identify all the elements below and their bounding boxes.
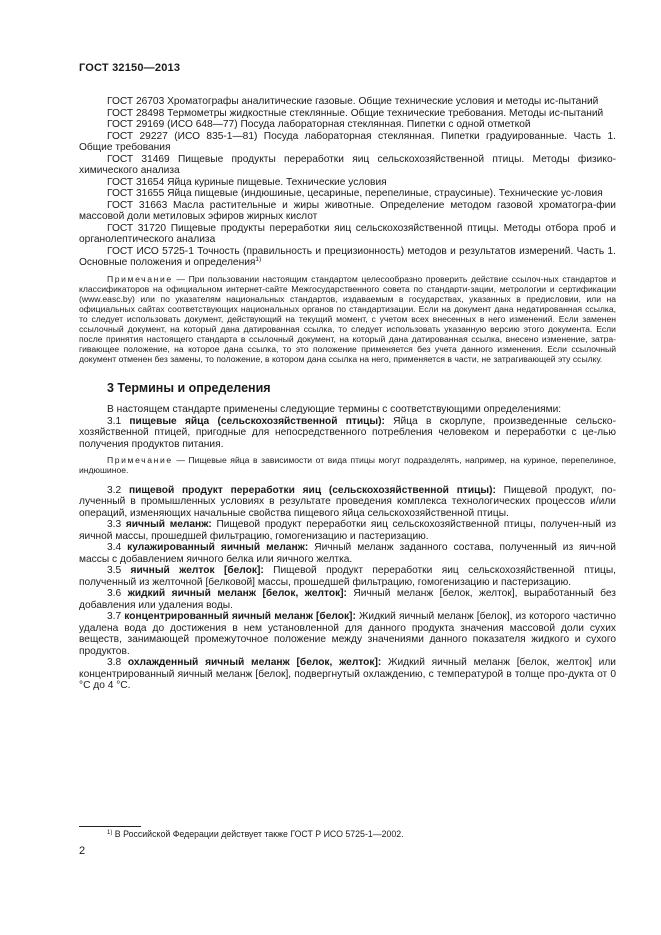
note-references xyxy=(79,274,616,365)
reference-text: ГОСТ ИСО 5725-1 Точность (правильность и прецизионность) методов и результатов измерений. Часть 1. Основные положения и определения xyxy=(79,245,616,268)
term-number: 3.3 xyxy=(107,519,126,531)
note-label: Примечание xyxy=(107,455,173,466)
page-content xyxy=(79,96,616,692)
footnote-text: В Российской Федерации действует также ГОСТ Р ИСО 5725-1—2002. xyxy=(112,829,404,839)
term-name: концентрированный яичный меланж [белок]: xyxy=(124,611,356,623)
term-3-6 xyxy=(79,588,616,611)
note-label: Примечание xyxy=(107,273,173,284)
term-definition: Пищевой продукт переработки яиц сельскохозяйственной птицы, полученный из желточной [белковой] массы, прошедшей фильтрацию, гомогенизацию и пастеризацию. xyxy=(79,565,616,588)
term-definition: Яйца в скорлупе, произведенные сельско-хозяйственной птицей, пригодные для непосредственного потребления человеком и переработки с це-лью получения продуктов питания. xyxy=(79,415,616,450)
term-number: 3.8 xyxy=(107,657,128,669)
reference-gost-29169: ГОСТ 29169 (ИСО 648—77) Посуда лабораторная стеклянная. Пипетки с одной отметкой xyxy=(107,119,531,130)
term-3-8 xyxy=(79,657,616,692)
term-3-5 xyxy=(79,565,616,588)
term-3-1 xyxy=(79,416,616,451)
term-number: 3.4 xyxy=(107,542,128,554)
term-3-4 xyxy=(79,542,616,565)
term-number: 3.6 xyxy=(107,588,128,600)
note-text: — При пользовании настоящим стандартом целесообразно проверить действие ссылоч-ных стандартов и классификаторов на официальном интернет-сайте Межгосударственного совета по стандарти-зации, метрологии и сертификации (www.easc.by) или по указателям национальных стандартов, издаваемым в государствах, указанных в предисловии, или на официальных сайтах соответствующих национальных органов по стандартизации. Если на документ дана недатированная ссылка, то следует использовать документ, действующий на текущий момент, с учетом всех внесенных в него изменений. Если заменен ссылочный документ, на который дана датированная ссылка, то следует использовать указанную версию этого документа. Если после принятия настоящего стандарта в ссылочный документ, на который дана датированная ссылка, внесено изменение, затра-гивающее положение, на которое дана ссылка, то это положение применяется без учета данного изменения. Если ссылочный документ отменен без замены, то положение, в котором дана ссылка на него, применяется в части, не затрагивающей эту ссылку. xyxy=(79,273,616,365)
reference-gost-31469: ГОСТ 31469 Пищевые продукты переработки яиц сельскохозяйственной птицы. Методы физико-химического анализа xyxy=(79,153,616,176)
term-definition: Жидкий яичный меланж [белок, желток] или концентрированный яичный меланж [белок], подвергнутый охлаждению, с температурой в толще про-дукта от 0 °С до 4 °С. xyxy=(79,657,616,692)
section-intro: В настоящем стандарте применены следующие термины с соответствующими определениями: xyxy=(107,404,562,416)
term-definition: Яичный меланж [белок, желток], выработанный без добавления или удаления воды. xyxy=(79,588,616,611)
section-heading: 3 Термины и определения xyxy=(107,381,271,396)
term-3-3 xyxy=(79,519,616,542)
term-name: пищевой продукт переработки яиц (сельскохозяйственной птицы): xyxy=(128,484,496,496)
reference-gost-29227: ГОСТ 29227 (ИСО 835-1—81) Посуда лабораторная стеклянная. Пипетки градуированные. Часть 1. Общие требования xyxy=(79,130,616,153)
term-name: яичный меланж: xyxy=(125,519,212,531)
term-definition: Жидкий яичный меланж [белок], из которого частично удалена вода до достижения в нем установленной для данного продукта значения массовой доли сухих веществ, занимающей промежуточное положение между значениями данного показателя жидкого и сухого продуктов. xyxy=(79,611,616,657)
term-number: 3.2 xyxy=(107,484,129,496)
term-name: яичный желток [белок]: xyxy=(130,565,264,577)
term-number: 3.7 xyxy=(107,611,125,623)
footnote xyxy=(107,829,404,839)
page-number: 2 xyxy=(79,845,86,857)
note-eggs xyxy=(79,455,616,475)
term-number: 3.5 xyxy=(107,565,131,577)
document-header: ГОСТ 32150—2013 xyxy=(79,62,181,74)
term-definition: Пищевой продукт переработки яиц сельскохозяйственной птицы, получен-ный из яичной массы, прошедшей фильтрацию, гомогенизацию и пастеризацию. xyxy=(79,519,616,542)
reference-gost-28498: ГОСТ 28498 Термометры жидкостные стеклянные. Общие технические требования. Методы ис-пытаний xyxy=(107,107,604,119)
footnote-divider xyxy=(79,826,141,827)
term-3-7 xyxy=(79,611,616,657)
term-definition: Яичный меланж заданного состава, полученный из яич-ной массы с добавлением яичного белка или яичного желтка. xyxy=(79,542,616,565)
reference-gost-31720: ГОСТ 31720 Пищевые продукты переработки яиц сельскохозяйственной птицы. Методы отбора проб и органолептического анализа xyxy=(79,222,616,245)
footnote-marker: 1) xyxy=(107,830,113,836)
footnote-ref-marker: 1) xyxy=(255,256,262,263)
reference-gost-31663: ГОСТ 31663 Масла растительные и жиры животные. Определение методом газовой хроматогра-фии массовой доли метиловых эфиров жирных кислот xyxy=(79,199,616,222)
note-text: — Пищевые яйца в зависимости от вида птицы могут подразделять, например, на куриное, перепелиное, индюшиное. xyxy=(79,455,616,476)
term-name: кулажированный яичный меланж: xyxy=(127,542,309,554)
term-3-2 xyxy=(79,485,616,520)
reference-gost-31654: ГОСТ 31654 Яйца куриные пищевые. Технические условия xyxy=(107,176,387,188)
reference-gost-31655: ГОСТ 31655 Яйца пищевые (индюшиные, цесариные, перепелиные, страусиные). Технические ус-ловия xyxy=(107,188,603,199)
term-name: охлажденный яичный меланж [белок, желток]: xyxy=(127,657,382,669)
reference-gost-26703: ГОСТ 26703 Хроматографы аналитические газовые. Общие технические условия и методы ис-пытаний xyxy=(107,96,599,107)
term-name: жидкий яичный меланж [белок, желток]: xyxy=(127,588,347,600)
term-definition: Пищевой продукт, по-лученный в промышленных условиях в результате проведения комплекса технологических процессов и/или операций, изменяющих начальные свойства пищевого яйца сельскохозяйственной птицы. xyxy=(79,484,616,519)
reference-gost-iso-5725-1 xyxy=(79,246,616,269)
term-name: пищевые яйца (сельскохозяйственной птицы): xyxy=(129,415,385,427)
term-number: 3.1 xyxy=(107,415,130,427)
